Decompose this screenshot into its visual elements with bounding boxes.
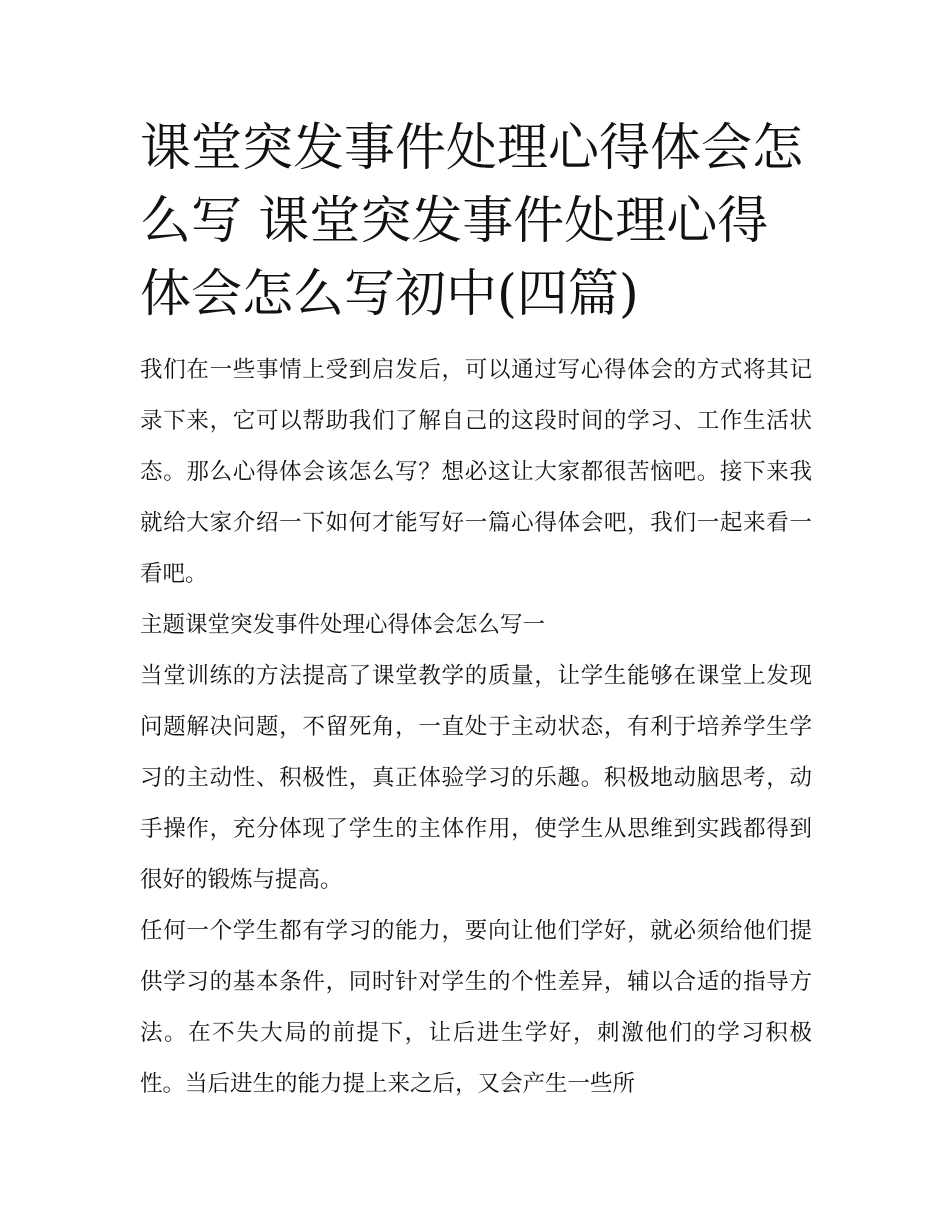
section-heading: 主题课堂突发事件处理心得体会怎么写一 (140, 612, 546, 638)
document-title: 课堂突发事件处理心得体会怎么写 课堂突发事件处理心得体会怎么写初中(四篇) (140, 119, 804, 324)
document-content (140, 112, 812, 1110)
body-paragraph-2: 任何一个学生都有学习的能力，要向让他们学好，就必须给他们提供学习的基本条件，同时针对学生的个性差异，辅以合适的指导方法。在不失大局的前提下，让后进生学好，刺激他们的学习积极性。当后进生的能力提上来之后，又会产生一些所 (140, 918, 812, 1097)
intro-paragraph: 我们在一些事情上受到启发后，可以通过写心得体会的方式将其记录下来，它可以帮助我们了解自己的这段时间的学习、工作生活状态。那么心得体会该怎么写？想必这让大家都很苦恼吧。接下来我就给大家介绍一下如何才能写好一篇心得体会吧，我们一起来看一看吧。 (140, 357, 812, 587)
body-paragraph-1: 当堂训练的方法提高了课堂教学的质量，让学生能够在课堂上发现问题解决问题，不留死角，一直处于主动状态，有利于培养学生学习的主动性、积极性，真正体验学习的乐趣。积极地动脑思考，动手操作，充分体现了学生的主体作用，使学生从思维到实践都得到很好的锻炼与提高。 (140, 663, 812, 893)
